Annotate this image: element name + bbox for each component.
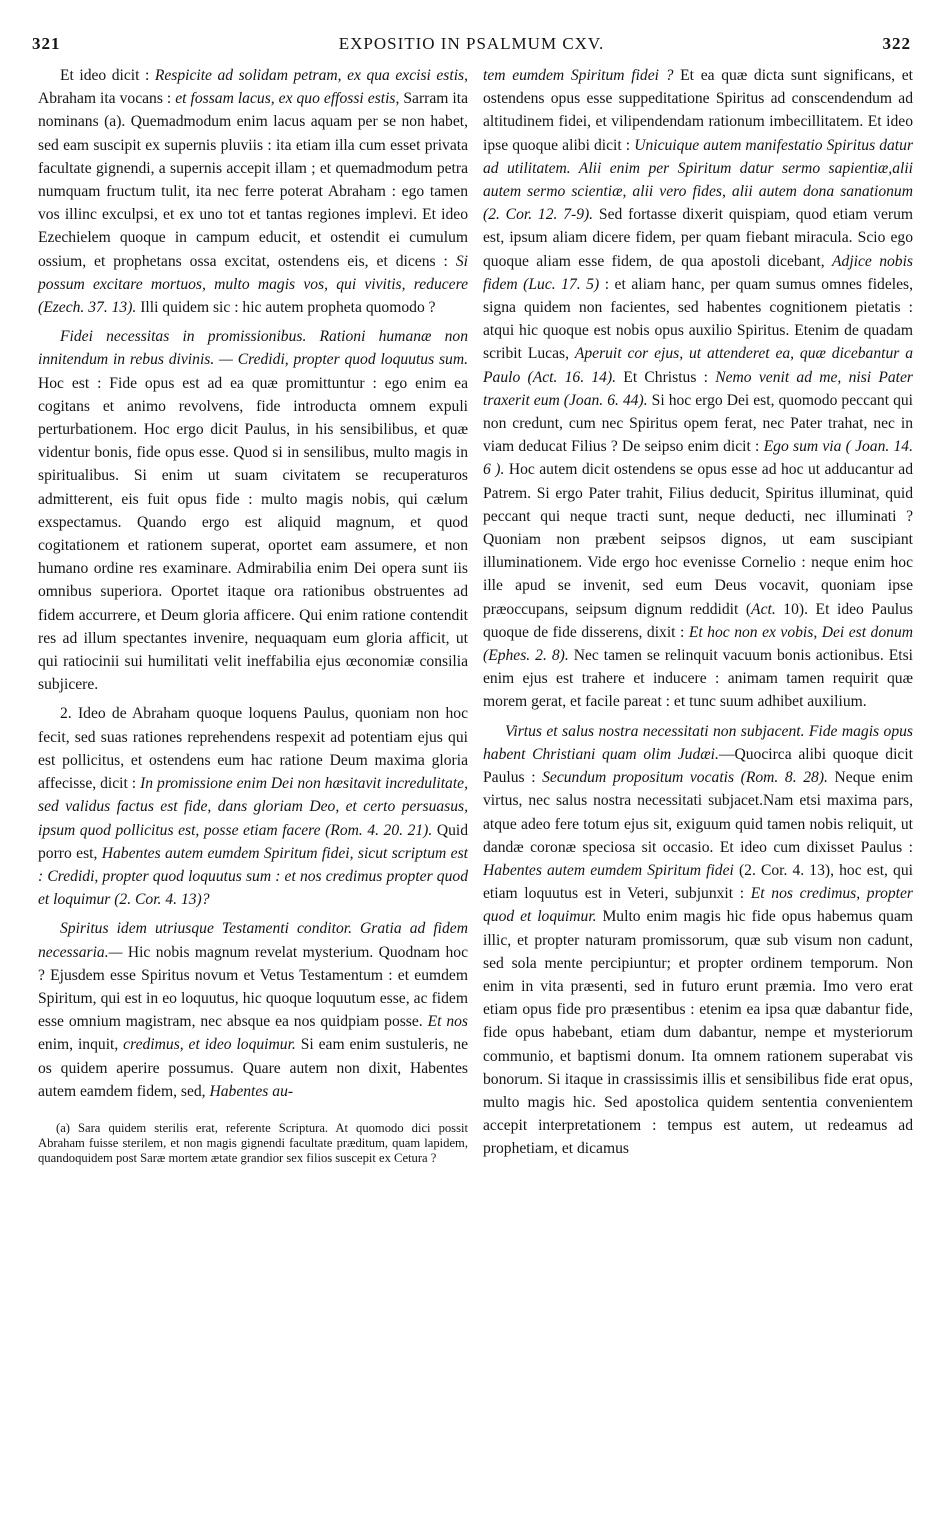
italic-segment: Et nos <box>427 1013 469 1031</box>
text-segment: Et ideo dicit : <box>60 67 155 84</box>
italic-segment: Secundum propositum vocatis (Rom. 8. 28). <box>542 769 828 787</box>
text-segment: enim, inquit, <box>38 1036 124 1054</box>
text-segment: (2. Cor. 4. 13), hoc est, qui etiam loquutus est in Veteri, subjunxit : <box>483 861 913 903</box>
italic-segment: Adjice nobis fidem (Luc. 17. 5) <box>483 252 913 293</box>
italic-segment: credimus, et ideo loquimur. <box>123 1036 296 1054</box>
running-title: EXPOSITIO IN PSALMUM CXV. <box>338 34 605 53</box>
paragraph <box>38 325 468 696</box>
italic-segment: Virtus et salus nostra necessitati non subjacent. Fide magis opus habent Christiani quam olim Judæi. <box>483 722 913 763</box>
text-segment: Hoc est : Fide opus est ad ea quæ promittuntur : ego enim ea cogitans et animo revolvens, fide introducta omnem expuli perturbationem. Hoc ergo dicit Paulus, in his sensibilibus, et quæ videntur bonis, fide opus esse. Quod si in sensilibus, multo magis in spiritualibus. Si enim ut suam civitatem se recuperaturos admitterent, eis fuit opus fide : multo magis nobis, qui cælum exspectamus. Quando ergo est aliquid magnum, et quod cogitationem et rationem superat, oportet eam assumere, et non humano ordine res examinare. Admirabilia enim Dei opera sunt iis omnibus superiora. Oportet itaque ora rationibus obstruentes ad fidem accurrere, et Deum gloria afficere. Qui enim ratione contendit res ad illum spectantes invenire, nequaquam eum gloria afficit, ut qui ratiocinii sui humilitati velit ineffabilia ejus œconomiæ consilia subjicere. <box>38 374 468 694</box>
paragraph <box>483 64 913 714</box>
text-segment: Neque enim virtus, nec salus nostra necessitati subjacet.Nam etsi maxima pars, atque adeo fere totum ejus sit, exiguum quid tamen nobis reliquit, ut dandæ coronæ speciosa sit occasio. Et ideo cum dixisset Paulus : <box>483 769 913 856</box>
paragraph <box>38 917 468 1103</box>
italic-segment: Habentes autem eumdem Spiritum fidei <box>483 861 734 879</box>
footnote: (a) Sara quidem sterilis erat, referente Scriptura. At quomodo dici possit Abraham fuisse sterilem, et non magis gignendi facultate præditum, quam lapidem, quandoquidem post Saræ mortem ætate grandior sex filios suscepit ex Cetura ? <box>38 1120 468 1166</box>
italic-segment: Respicite ad solidam petram, ex qua excisi estis <box>154 67 465 84</box>
italic-segment: Aperuit cor ejus, ut attenderet ea, quæ dicebantur a Paulo (Act. 16. 14). <box>483 345 913 386</box>
italic-segment: Unicuique autem manifestatio Spiritus datur ad utilitatem. Alii enim per Spiritum datur sermo sapientiæ,alii autem sermo scientiæ, alii vero fides, alii autem dona sanationum (2. Cor. 12. 7-9). <box>483 136 914 224</box>
text-segment: , Abraham ita vocans : <box>38 67 468 108</box>
text-segment: Et Christus : <box>616 368 716 386</box>
italic-segment: tem eumdem Spiritum fidei ? <box>483 67 674 84</box>
text-segment: : et aliam hanc, per quam sumus omnes fideles, signa quidem non facientes, sed habentes cognitionem pietatis : atqui hic quoque est nobis opus auxilio Spiritus. Etenim de quadam scribit Lucas, <box>483 275 913 363</box>
text-segment: Hic nobis magnum revelat mysterium. Quodnam hoc ? Ejusdem esse Spiritus novum et Vetus Testamentum : et eumdem Spiritum, qui est in eo loquutus, hic quoque loquutum esse, ac fidem esse omnium magistram, nec absque ea nos quidpiam posse. <box>38 943 468 1031</box>
paragraph <box>38 702 468 911</box>
text-segment: Multo enim magis hic fide opus habemus quam illic, et propter naturam promissorum, quæ sub visum non cadunt, sed sola mente percipiuntur; et propter ordinem temporum. Non enim in vita præsenti, sed in futuro erunt præmia. Imo vero erat etiam opus fide pro præsentibus : etenim ea ipsa quæ dabantur fide, fide opus habebant, etiam dum dabantur, nempe et mysteriorum communio, et baptismi donum. Ita omnem rationem superabat vis bonorum. Si itaque in crassissimis illis et sensibilibus fide erat opus, multo magis hic. Sed apostolica quidem sententia convenientem accepit interpretationem : tempus est autem, ut redeamus ad prophetiam, et dicamus <box>483 908 913 1158</box>
italic-segment: Si possum excitare mortuos, multo magis vos, qui vivitis, reducere (Ezech. 37. 13). <box>38 252 468 317</box>
text-segment: Quid porro est, <box>38 821 469 862</box>
text-segment: 10). Et ideo Paulus quoque de fide disserens, dixit : <box>483 600 913 641</box>
italic-segment: Et hoc non ex vobis, Dei est donum (Ephes. 2. 8). <box>483 623 913 665</box>
text-segment: , Sarram ita nominans (a). Quemadmodum enim lacus aquam per se non habet, sed eam suscipit ex supernis pluviis : ita etiam illa cum esset privata facultate gignendi, a supernis accepit illam ; et quemadmodum petra numquam fructum tulit, ita nec ferre poterat Abraham : ego tamen vos illinc exculpsi, et ex uno tot et tantas regiones implevi. Et ideo Ezechielem quoque in campum educit, et ostendit ei cumulum ossium, et prophetans ossa excitat, ostendens eis, et dicens : <box>38 90 469 270</box>
italic-segment: In promissione enim Dei non hæsitavit incredulitate, sed validus factus est fide, dans gloriam Deo, et certo persuasus, ipsum quod pollicitus est, posse etiam facere (Rom. 4. 20. 21). <box>38 775 468 839</box>
right-column <box>483 64 913 1167</box>
paragraph <box>38 64 468 319</box>
text-segment: 2. Ideo de Abraham quoque loquens Paulus, quoniam non hoc fecit, sed suas rationes reprehendens respexit ad potentiam ejus qui est pollicitus, et ostendens eum hac ratione Deum maxima gloria affecisse, dicit : <box>38 705 468 793</box>
italic-segment: Ego sum via ( Joan. 14. 6 ). <box>483 438 914 479</box>
italic-segment: Habentes autem eumdem Spiritum fidei, sicut scriptum est : Credidi, propter quod loquutus sum : et nos credimus propter quod et loquimur (2. Cor. 4. 13)? <box>38 844 469 909</box>
page-number-right: 322 <box>882 34 911 53</box>
italic-segment: Habentes au- <box>209 1082 294 1100</box>
text-segment: Sed fortasse dixerit quispiam, quod etiam verum est, ipsum aliam dicere fidem, per quam fiebant miracula. Scio ego quoque aliam esse fidem, de qua apostoli dicebant, <box>483 206 913 270</box>
left-column <box>38 64 468 1167</box>
paragraph <box>483 720 913 1161</box>
text-segment: Si hoc ergo Dei est, quomodo peccant qui non credunt, cum nec Spiritus opem ferat, nec Pater trahat, nec in viam deducat Filius ? De seipso enim dicit : <box>483 391 913 456</box>
italic-segment: Fidei necessitas in promissionibus. Rationi humanæ non innitendum in rebus divinis. — Credidi, propter quod loquutus sum. <box>38 328 468 369</box>
running-header <box>30 34 913 58</box>
italic-segment: et fossam lacus, ex quo effossi estis <box>175 90 396 108</box>
italic-segment: Act. <box>751 600 776 618</box>
page-number-left: 321 <box>32 34 61 53</box>
italic-segment: Et nos credimus, propter quod et loquimur. <box>483 885 913 926</box>
text-segment: —Quocirca alibi quoque dicit Paulus : <box>483 745 913 787</box>
text-segment: Et ea quæ dicta sunt significans, et ostendens opus esse suppeditatione Spiritus ad conscendendum ad altitudinem fidei, et vilipendendam rationum imbecillitatem. Et ideo ipse quoque alibi dicit : <box>483 67 913 154</box>
italic-segment: Spiritus idem utriusque Testamenti conditor. Gratia ad fidem necessaria.— <box>38 920 468 961</box>
text-segment: Si eam enim sustuleris, ne os quidem aperire possumus. Quare autem non dixit, Habentes autem eamdem fidem, sed, <box>38 1036 468 1100</box>
text-segment: Hoc autem dicit ostendens se opus esse ad hoc ut adducantur ad Patrem. Si ergo Pater trahit, Filius deducit, Spiritus illuminat, quid peccant qui neque tracti sunt, neque deducti, nec illuminati ? Quoniam non præbent seipsos dignos, ut eam suscipiant illuminationem. Vide ergo hoc evenisse Cornelio : neque enim hoc ille apud se invenit, sed eum Deus vocavit, quoniam ipse præoccupans, seipsum dignum reddidit ( <box>483 461 913 618</box>
text-segment: Nec tamen se relinquit vacuum bonis actionibus. Etsi enim ejus est trahere et inducere : animam tamen requirit quæ morem gerat, et facile pareat : et tunc suum adhibet auxilium. <box>483 647 913 711</box>
text-segment: Illi quidem sic : hic autem propheta quomodo ? <box>136 299 436 317</box>
italic-segment: Nemo venit ad me, nisi Pater traxerit eum (Joan. 6. 44). <box>483 368 913 409</box>
